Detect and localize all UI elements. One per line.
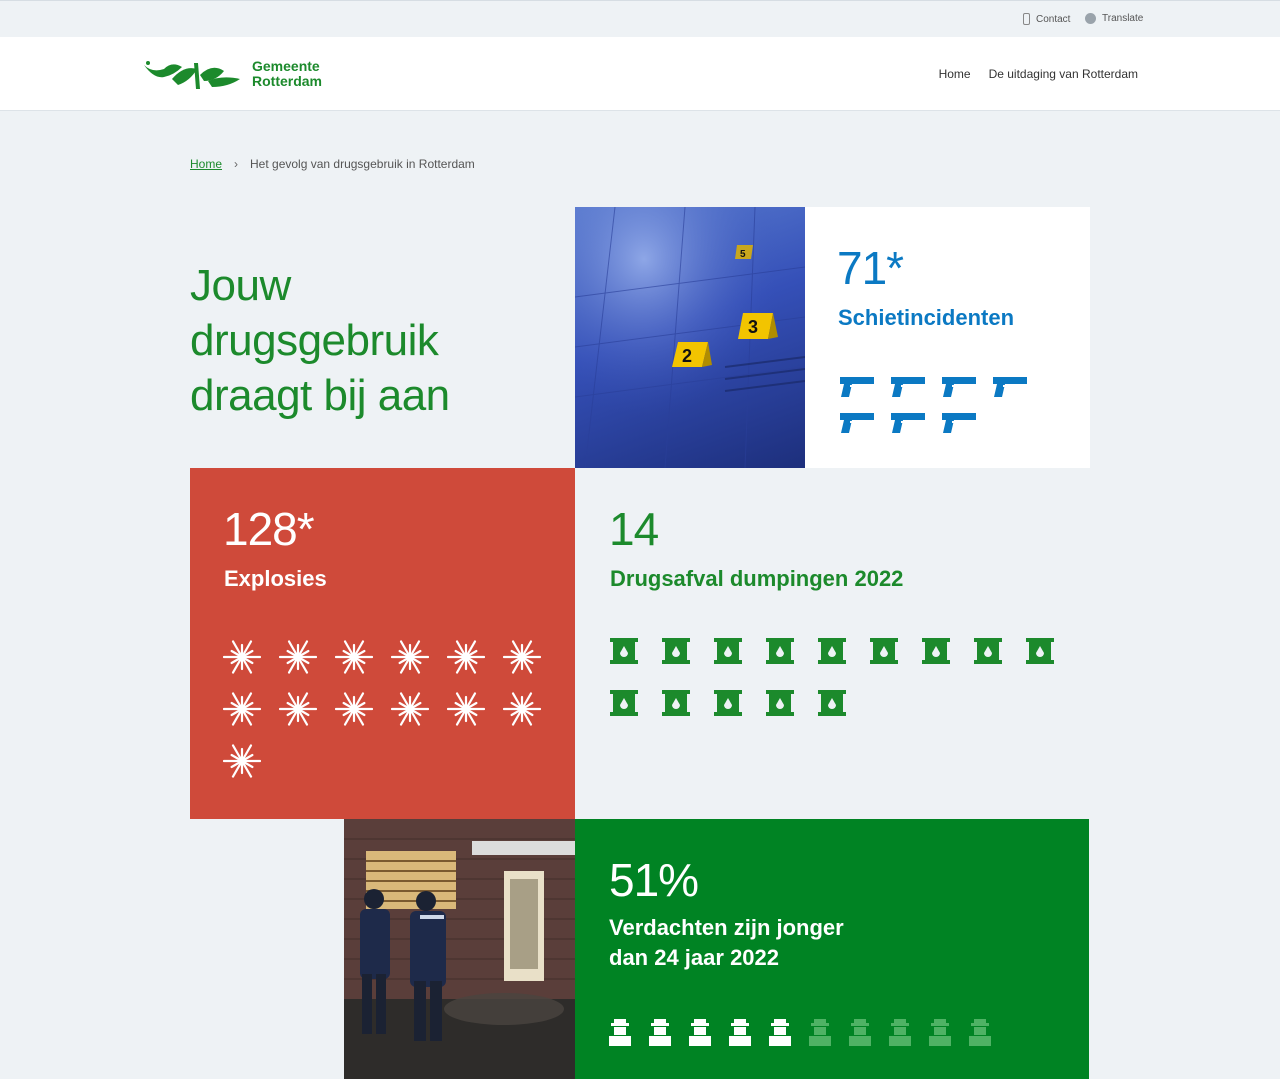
drum-barrel-icon [818, 690, 846, 718]
person-icon [689, 1019, 711, 1046]
explosion-icon [223, 742, 261, 780]
explosion-icon [447, 690, 485, 728]
nav-challenge[interactable]: De uitdaging van Rotterdam [988, 67, 1138, 81]
explosion-icon [503, 638, 541, 676]
police-photo [344, 819, 575, 1079]
drum-barrel-icon [610, 638, 638, 666]
crime-scene-illustration [575, 207, 805, 468]
dumpings-label: Drugsafval dumpingen 2022 [610, 566, 904, 591]
pistol-icon [889, 375, 927, 399]
pistol-icon [838, 375, 876, 399]
drum-barrel-icon [870, 638, 898, 666]
logo-line-2: Rotterdam [252, 73, 323, 89]
person-icon-grid [609, 1019, 1009, 1046]
logo-line-1: Gemeente [252, 58, 320, 74]
suspects-label [609, 913, 844, 973]
drum-barrel-icon [818, 638, 846, 666]
translate-label: Translate [1102, 13, 1144, 24]
utility-bar [0, 0, 1280, 38]
breadcrumb [190, 157, 475, 171]
explosions-label: Explosies [224, 566, 327, 591]
person-icon [809, 1019, 831, 1046]
logo-text [252, 59, 322, 89]
person-icon [769, 1019, 791, 1046]
drum-barrel-icon-grid [610, 638, 1078, 718]
title-line-3: draagt bij aan [190, 371, 450, 420]
person-icon [889, 1019, 911, 1046]
translate-link[interactable] [1085, 13, 1143, 24]
explosions-tile [190, 468, 575, 819]
suspects-label-line-1: Verdachten zijn jonger [609, 915, 844, 940]
pistol-icon [889, 411, 927, 435]
shootings-label: Schietincidenten [838, 305, 1015, 330]
drum-barrel-icon [766, 638, 794, 666]
suspects-number: 51% [609, 854, 699, 906]
person-icon [849, 1019, 871, 1046]
drum-barrel-icon [714, 638, 742, 666]
pistol-icon [940, 375, 978, 399]
drum-barrel-icon [610, 690, 638, 718]
pistol-icon-grid [838, 375, 1042, 435]
explosion-icon [223, 638, 261, 676]
suspects-label-line-2: dan 24 jaar 2022 [609, 945, 780, 970]
person-icon [729, 1019, 751, 1046]
pistol-icon [940, 411, 978, 435]
drum-barrel-icon [714, 690, 742, 718]
shootings-tile [805, 207, 1090, 468]
explosion-icon [503, 690, 541, 728]
marker-3: 3 [748, 317, 759, 337]
explosion-icon [335, 690, 373, 728]
drum-barrel-icon [766, 690, 794, 718]
drum-barrel-icon [974, 638, 1002, 666]
marker-2: 2 [682, 346, 693, 366]
person-icon [969, 1019, 991, 1046]
breadcrumb-current: Het gevolg van drugsgebruik in Rotterdam [250, 157, 475, 171]
person-icon [649, 1019, 671, 1046]
dumpings-tile [575, 468, 1090, 819]
marker-5: 5 [740, 249, 746, 260]
explosion-icon [447, 638, 485, 676]
explosion-icon [279, 690, 317, 728]
globe-icon [1085, 13, 1096, 24]
rotterdam-logo-icon [142, 55, 242, 93]
person-icon [929, 1019, 951, 1046]
explosion-icon [391, 638, 429, 676]
pistol-icon [838, 411, 876, 435]
explosion-icon [391, 690, 429, 728]
main-nav [939, 67, 1138, 81]
site-header [0, 37, 1280, 111]
page-title [190, 258, 570, 423]
dumpings-number: 14 [609, 503, 659, 555]
drum-barrel-icon [662, 638, 690, 666]
explosions-number: 128* [223, 503, 314, 555]
explosion-icon [223, 690, 261, 728]
phone-icon [1023, 13, 1030, 25]
explosion-icon [335, 638, 373, 676]
crime-scene-photo [575, 207, 805, 468]
person-icon [609, 1019, 631, 1046]
drum-barrel-icon [922, 638, 950, 666]
breadcrumb-home[interactable]: Home [190, 157, 223, 171]
title-line-2: drugsgebruik [190, 316, 439, 365]
contact-label: Contact [1036, 13, 1071, 25]
title-line-1: Jouw [190, 261, 291, 310]
shootings-number: 71* [837, 242, 904, 294]
explosion-icon-grid [223, 638, 559, 780]
chevron-right-icon: › [234, 157, 239, 171]
suspects-tile [575, 819, 1089, 1079]
nav-home[interactable]: Home [938, 67, 971, 81]
drum-barrel-icon [1026, 638, 1054, 666]
drum-barrel-icon [662, 690, 690, 718]
pistol-icon [991, 375, 1029, 399]
logo[interactable] [142, 55, 322, 93]
explosion-icon [279, 638, 317, 676]
contact-link[interactable] [1023, 13, 1070, 25]
police-scene-illustration [344, 819, 575, 1079]
